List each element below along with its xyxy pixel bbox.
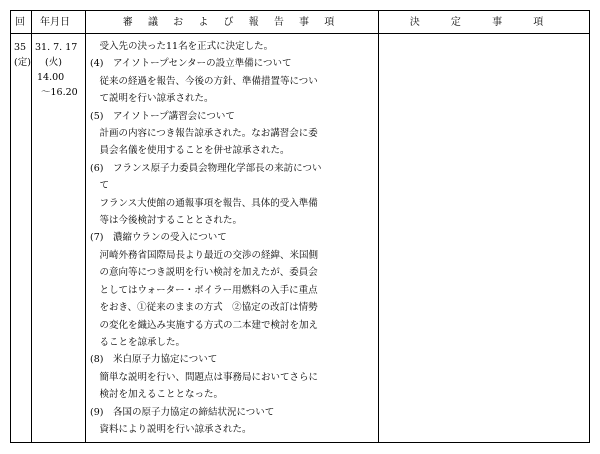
table-top-border (10, 10, 590, 11)
deliberation-line: 従来の経過を報告、今後の方針、準備措置等につい (90, 75, 318, 87)
session-cell (14, 40, 31, 70)
deliberation-line: ることを諒承した。 (90, 336, 186, 348)
deliberation-line: 等は今後検討することとされた。 (90, 215, 243, 227)
deliberation-line: (4) アイソトープセンターの設立準備について (90, 58, 292, 70)
deliberation-line: フランス大使館の通報事項を報告、具体的受入準備 (90, 197, 318, 209)
deliberation-line: て説明を行い諒承された。 (90, 93, 214, 105)
deliberation-line: (8) 米白原子力協定について (90, 354, 218, 366)
deliberation-line: 資料により説明を行い諒承された。 (90, 423, 252, 435)
header-bottom-border (10, 33, 590, 34)
deliberation-line: 河崎外務省国際局長より最近の交渉の経緯、米国側 (90, 249, 319, 261)
meeting-weekday: (火) (45, 57, 62, 68)
deliberation-line: 検討を加えることとなった。 (90, 389, 224, 401)
table-left-border (10, 10, 11, 443)
deliberation-line: の意向等につき説明を行い検討を加えたが、委員会 (90, 267, 318, 279)
date-cell (35, 40, 78, 100)
table-bottom-border (10, 442, 590, 443)
session-number: 35 (14, 42, 27, 53)
deliberation-line: としてはウォーター・ボイラー用燃料の入手に重点 (90, 284, 318, 296)
column-divider-3 (378, 10, 379, 443)
column-divider-2 (85, 10, 86, 443)
deliberation-line: (6) フランス原子力委員会物理化学部長の来訪につい (90, 162, 322, 174)
deliberation-line: (9) 各国の原子力協定の締結状況について (90, 406, 275, 418)
meeting-time-end: ～16.20 (41, 87, 78, 98)
deliberation-line: をおき、①従来のままの方式 ②協定の改訂は情勢 (90, 302, 318, 314)
session-type: (定) (14, 57, 31, 68)
table-right-border (589, 10, 590, 443)
deliberation-line: (7) 濃縮ウランの受入について (90, 232, 227, 244)
deliberation-line: 簡単な説明を行い、問題点は事務局においてさらに (90, 371, 319, 383)
header-decision: 決 定 事 項 (409, 17, 558, 28)
deliberation-line: 員会名儀を使用することを併せ諒承された。 (90, 145, 290, 157)
deliberation-line: の変化を織込み実施する方式の二本建で検討を加え (90, 319, 319, 331)
meeting-time-start: 14.00 (37, 72, 65, 83)
meeting-date: 31. 7. 17 (35, 42, 78, 53)
deliberation-line: 受入先の決った11名を正式に決定した。 (90, 41, 274, 52)
deliberation-cell (90, 38, 321, 438)
deliberation-line: て (90, 180, 110, 192)
header-deliberation: 審 議 お よ び 報 告 事 項 (122, 17, 341, 28)
header-session: 回 (15, 17, 25, 28)
deliberation-line: (5) アイソトープ講習会について (90, 110, 235, 122)
column-divider-1 (31, 10, 32, 443)
header-date: 年月日 (40, 17, 70, 28)
deliberation-line: 計画の内容につき報告諒承された。なお講習会に委 (90, 128, 318, 140)
